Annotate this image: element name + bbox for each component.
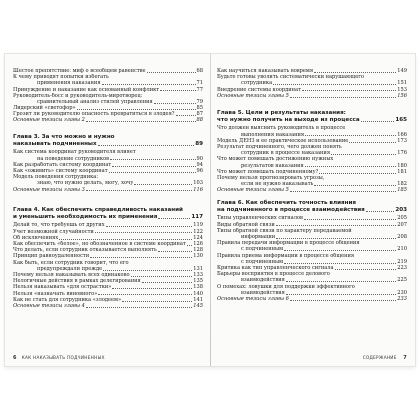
toc-page-number: 133 [193,271,203,278]
dot-leader [290,97,396,98]
toc-page-number: 124 [193,234,203,241]
toc-entry-title: Что делать, если сотрудник отказывается выполнять [13,247,157,254]
toc-entry-title: О помехах: ловушки для поддержки эффективного [217,283,355,290]
toc-page-number: 103 [193,180,203,187]
dot-leader [276,238,396,239]
toc-page-number: 223 [397,264,407,271]
chapter-title-line: что нужно получить на выходе из процесса [217,117,360,123]
toc-page-number: 149 [397,67,407,74]
toc-entry-title: Барьеры восприятия в процессе делового [217,271,330,278]
toc-entry-title: К чему приводят попытки избегать [13,74,109,81]
toc-entry-title: если не нужно наказывать [241,181,314,188]
toc-entry-title: с подчиненным [241,246,284,253]
dot-leader [314,72,396,73]
toc-entry-title: Нелогичные действия в рамках делегирования [13,278,141,285]
dot-leader [314,185,396,186]
toc-entry-title: Почему нельзя прогнозировать угрозы, [217,174,325,181]
dot-leader [319,173,396,174]
page-number: 6 [13,355,17,361]
dot-leader [276,225,396,226]
dot-leader [98,294,192,295]
dot-leader [302,90,396,91]
toc-page-number: 94 [196,161,203,168]
chapter-summary-entry [13,118,203,124]
toc-entry-title: взаимодействия [241,289,285,296]
page-number: 7 [403,355,407,361]
toc-entry-title: Как обеспечить «белое», но обозначенное в системе координат [13,241,186,248]
running-title: СОДЕРЖАНИЕ [362,355,397,360]
chapter-summary-entry [13,187,203,193]
toc-entry-title: Основные тезисы главы 6 [217,295,289,302]
chapter-title-line: Глава 4. Как обеспечить справедливость наказаний [13,207,183,213]
dot-leader [187,245,192,246]
toc-page-number: 208 [397,234,407,241]
chapter-title [217,110,407,117]
toc-entry-title: Критика как тип управленческого сигнала [217,264,334,271]
toc-block-top [217,68,407,99]
toc-page-number: 131 [193,265,203,272]
book-spine [210,54,211,366]
chapter-title [217,200,407,207]
chapter-title [13,141,203,148]
toc-page-number: 138 [193,284,203,291]
toc-entry-title: выполнения наказания [241,131,305,138]
open-book [5,54,415,366]
toc-entry-title: Лидерский «светофор» [13,105,76,112]
toc-page-number: 156 [397,92,407,99]
toc-entry-title: знаю, что нужно делать, могу, хочу [37,180,134,187]
toc-entry-title: Шестое препятствие: миф о всеобщем равенстве [13,67,146,74]
dot-leader [112,166,195,167]
toc-entry-title: сравнительный анализ стилей управления [37,98,153,105]
chapter-title [13,207,203,214]
right-footer [363,355,407,361]
dot-leader [361,121,395,122]
dot-leader [122,301,192,302]
toc-page-number: 185 [397,187,407,194]
dot-leader [273,84,396,85]
dot-leader [59,239,192,240]
toc-page-number: 71 [196,80,203,87]
toc-entry-title: Результат подчиненного, чего должен понять [217,144,342,151]
dot-leader [158,251,193,252]
dot-leader [366,211,395,212]
dot-leader [154,103,196,104]
dot-leader [106,226,193,227]
toc-page-number: 181 [397,168,407,175]
toc-page-number: 210 [397,246,407,253]
dot-leader [86,307,192,308]
dot-leader [112,288,192,289]
running-title: КАК НАКАЗЫВАТЬ ПОДЧИНЕННЫХ [21,355,105,360]
toc-page-number: 116 [193,186,203,193]
toc-entry-title: Делай то, что требуешь от других [13,222,105,229]
toc-entry-title: результатов наказания [241,162,304,169]
dot-leader [335,269,397,270]
toc-entry-title: Внедрение системы координат [217,86,301,93]
chapter-page-number: 203 [395,207,407,213]
toc-page-number: 176 [397,150,407,157]
toc-entry-title: Правила приема информации в процессе общения [217,252,355,259]
toc-entry-title: Основные тезисы главы 3 [13,186,85,193]
toc-entry-title: Основные тезисы главы 2 [13,117,85,124]
toc-entry-title: Модель ДЕНЗ и ее практическое использование [217,137,349,144]
toc-page-number: 85 [196,105,203,112]
toc-page-number: 140 [193,290,203,297]
toc-entry-title: взаимодействия [241,277,285,284]
toc-entry-title: Как не стать для сотрудника «злодеем» [13,296,122,303]
left-footer [13,355,105,361]
toc-entry-title: Принуждение и наказание как основанный конфликт [13,86,160,93]
toc-entry-title: Почему нельзя наказывать всех одинаково [13,271,130,278]
chapter-summary-entry [217,93,407,99]
toc-page-number: 126 [193,241,203,248]
toc-page-number: 166 [397,131,407,138]
dot-leader [102,84,196,85]
dot-leader [98,145,195,146]
toc-block-top [13,68,203,124]
left-page [13,68,203,366]
toc-entry-title: Об исключениях [13,234,59,241]
chapter-title-line: на подчиненного в процессе взаимодействия [217,207,365,213]
toc-entry-title: Руководитель-босс и руководитель-миротворец: [13,92,143,99]
toc-page-number: 151 [397,80,407,87]
dot-leader [305,166,397,167]
toc-entry-title: Что может помешать достижению нужных [217,156,334,163]
toc-entry-title: Типы обратной связи по характеру передаваемой [217,227,352,234]
chapter-title [217,117,407,124]
toc-entry-title: сотрудника [241,80,273,87]
toc-entry-title: Что должен выяснить руководитель в процессе [217,125,346,132]
toc-entry-title: Как «оживить» систему координат [13,168,108,175]
toc-entry-title: Грозит ли руководителю опасность превратиться в злодея? [13,111,175,118]
dot-leader [142,282,193,283]
toc-page-number: 87 [196,111,203,118]
right-page [217,68,407,366]
chapter-title [13,214,203,221]
toc-page-number: 135 [193,278,203,285]
chapter-title-line: Глава 6. Как обеспечить точность влияния [217,200,356,206]
toc-entry-title: Что может помешать подчиненному? [217,168,319,175]
toc-page-number: 233 [397,295,407,302]
dot-leader [90,257,192,258]
toc-entry-title: Как быть, если сотрудник говорит, что его [13,259,129,266]
toc-page-number: 145 [193,302,203,309]
chapter-summary-entry [13,303,203,309]
dot-leader [290,300,396,301]
chapter-title [217,207,407,214]
toc-entry-title: сотрудник в процессе наказания [241,150,331,157]
chapter-summary-entry [217,187,407,193]
toc-entry-title: Основные тезисы главы 5 [217,187,289,194]
toc-entry-title: Принцип равноудаленности [13,253,90,260]
toc-page-number: 77 [196,86,203,93]
dot-leader [131,276,193,277]
toc-page-number: 96 [196,168,203,175]
toc-entry-title: Модель поведения сотрудника: [13,174,99,181]
toc-entry-title: Типы управленческих сигналов [217,215,303,222]
toc-entry-title: Основные тезисы главы 4 [13,302,85,309]
toc-page-number: 205 [397,215,407,222]
toc-page-number: 90 [196,155,203,162]
toc-page-number: 128 [193,247,203,254]
toc-entry-title: Правила передачи информации в процессе общения [217,240,360,247]
dot-leader [176,115,196,116]
toc-entry-title: предупреждали прежде [37,265,103,272]
toc-page-number: 207 [397,221,407,228]
dot-leader [134,184,192,185]
dot-leader [158,218,190,219]
toc-entry-title: информации [241,234,276,241]
toc-page-number: 88 [196,117,203,124]
dot-leader [77,109,196,110]
toc-entry-title: Нельзя наказывать «для острастки» [13,284,112,291]
chapter-title [13,134,203,141]
chapter-title-line: Глава 3. За что можно и нужно [13,134,115,140]
dot-leader [86,190,192,191]
toc-page-number: 141 [193,296,203,303]
toc-entry-title: Как разработать систему координат [13,161,112,168]
chapter-title-line: и уменьшить необходимость их применения [13,214,158,220]
chapter-title-line: наказывать подчиненных [13,141,97,147]
toc-entry-title: Как система координат руководителя влияет [13,149,136,156]
toc-entry-title: Нельзя «назначать виновного» [13,290,98,297]
toc-entry-title: Виды обратной связи [217,221,275,228]
dot-leader [305,135,396,136]
dot-leader [331,154,396,155]
dot-leader [110,159,196,160]
dot-leader [304,219,396,220]
chapter-page-number: 117 [191,214,203,220]
toc-entry-title: с подчиненным [241,258,284,265]
dot-leader [95,232,192,233]
toc-page-number: 180 [397,162,407,169]
dot-leader [290,191,396,192]
dot-leader [86,121,196,122]
toc-page-number: 79 [196,98,203,105]
chapter-5-section [217,110,407,194]
dot-leader [109,172,196,173]
toc-page-number: 153 [397,86,407,93]
toc-entry-title: Основные тезисы главы 5 [217,92,289,99]
chapter-3-section [13,134,203,193]
toc-page-number: 130 [193,253,203,260]
toc-entry-title: Будьте готовы уволить систематически нарушающего [217,74,364,81]
toc-page-number: 68 [196,67,203,74]
chapter-4-section [13,207,203,309]
toc-page-number: 119 [193,222,203,229]
toc-entry-title: Как научиться наказывать вовремя [217,67,314,74]
dot-leader [349,142,396,143]
chapter-page-number: 165 [395,117,407,123]
dot-leader [160,90,195,91]
toc-page-number: 230 [397,289,407,296]
toc-page-number: 225 [397,277,407,284]
dot-leader [286,281,396,282]
dot-leader [284,263,396,264]
toc-entry-title: на поведение сотрудников [37,155,110,162]
dot-leader [147,72,196,73]
dot-leader [103,270,192,271]
toc-page-number: 182 [397,181,407,188]
chapter-6-section [217,200,407,302]
dot-leader [286,294,396,295]
chapter-title-line: Глава 5. Цели и результаты наказания: [217,110,346,116]
toc-page-number: 173 [397,137,407,144]
dot-leader [284,250,396,251]
chapter-page-number: 89 [195,141,203,147]
toc-entry-title: Учет возможной случайности [13,228,94,235]
toc-page-number: 219 [397,258,407,265]
toc-page-number: 122 [193,228,203,235]
toc-entry-title: применения наказания [37,80,101,87]
chapter-summary-entry [217,296,407,302]
